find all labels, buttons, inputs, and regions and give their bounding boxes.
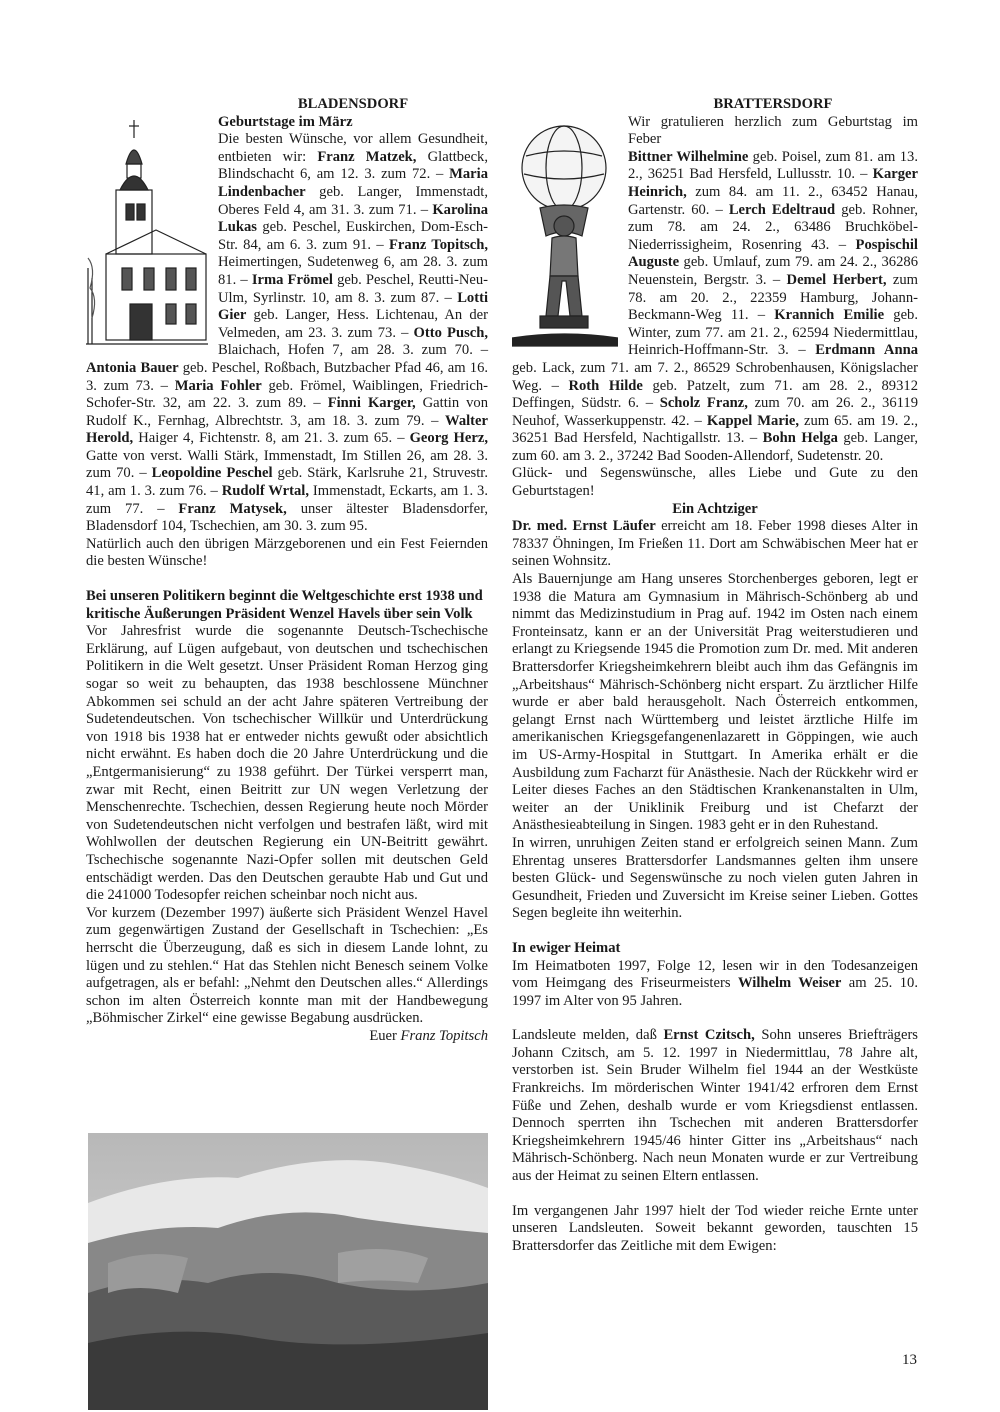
birthday-detail: Glattbeck, Blindschacht 6, am 12. 3. zum 72. –	[218, 148, 488, 183]
birthday-detail: geb. Umlauf, zum 79. am 24. 2., 36286 Neuenstein, Bergstr. 3. –	[628, 254, 918, 288]
page-number: 13	[902, 1352, 917, 1368]
birthday-intro: Die besten Wünsche, vor allem Gesundheit, entbieten wir:	[218, 131, 488, 165]
birthday-name: Karolina Lukas	[218, 201, 488, 236]
birthday-name: Bittner Wilhelmine	[628, 148, 749, 165]
signature-prefix: Euer	[369, 1027, 401, 1044]
achtziger-paragraph: In wirren, unruhigen Zeiten stand er erfolgreich seinen Mann. Zum Ehrentag unseres Brattersdorfer Landsmannes gelten ihm unsere besten Glück- und Segenswünsche zu noch vielen guten Jahren in Gesundheit, Frieden und Zuversicht im Kreise seiner Lieben. Gottes Segen begleite ihn weiterhin.	[512, 834, 918, 922]
birthday-detail: geb. Langer, Hess. Lichtenau, An der Velmeden, am 23. 3. zum 73. –	[218, 307, 488, 341]
birthday-detail: geb. Peschel, Reutti-Neu-Ulm, Syrlinstr. 10, am 8. 3. zum 87. –	[218, 271, 488, 306]
birthday-name: Maria Lindenbacher	[218, 166, 488, 200]
birthday-detail: zum 84. am 11. 2., 63452 Hanau, Gartenstr. 60. –	[628, 183, 918, 218]
heimat-text: Landsleute melden, daß	[512, 1027, 664, 1044]
brattersdorf-heading: BRATTERSDORF	[713, 96, 833, 112]
birthday-detail: geb. Rohner, zum 78. am 24. 2., 63486 Bruchköbel-Niederrissigheim, Rosenring 43. –	[628, 201, 918, 253]
birthday-detail: Gatte von verst. Walli Stärk, Immenstadt, Im Stillen 26, am 28. 3. zum 70. –	[86, 447, 488, 482]
birthday-detail: geb. Frömel, Waiblingen, Friedrich-Schofer-Str. 32, am 22. 3. zum 89. –	[86, 377, 488, 412]
birthday-detail: zum 65. am 19. 2., 36251 Bad Hersfeld, Nachtigallstr. 13. –	[512, 412, 918, 447]
birthday-detail: geb. Winter, zum 77. am 21. 2., 62594 Niedermittlau, Heinrich-Hoffmann-Str. 3. –	[628, 307, 918, 359]
birthday-name: Scholz Franz,	[659, 395, 748, 412]
article-paragraph: Vor Jahresfrist wurde die sogenannte Deutsch-Tschechische Erklärung, auf Lügen aufgebaut, von deutschen und tschechischen Politikern in die Welt gesetzt. Unser Präsident Roman Herzog ging sogar so weit zu behaupten, das 1938 beschlossene Münchner Abkommen sei schuld an der acht Jahre späteren Vertreibung der Sudetendeutschen. Von tschechischer Willkür und Unterdrückung von 1918 bis 1938 hat er entweder nichts gewußt oder absichtlich nicht erwähnt. Es haben doch die 20 Jahre Unterdrückung und die „Entgermanisierung“ zu 1938 geführt. Der Türkei versperrt man, zwar mit Recht, einen Beitritt zur UN wegen Verletzung der Menschenrechte. Tschechien, dessen Regierung heute noch Mörder von Sudetendeutschen nicht verfolgen und bestrafen läßt, wird mit Wohlwollen der deutschen Regierung ein UN-Beitritt gewährt. Tschechische sogenannte Nazi-Opfer sollen mit deutschen Geld entschädigt werden. Das den Deutschen geraubte Hab und Gut und die 241000 Todesopfer reichen scheinbar noch nicht aus.	[86, 623, 488, 904]
birthday-name: Lerch Edeltraud	[728, 201, 836, 218]
birthday-detail: geb. Poisel, zum 81. am 13. 2., 36251 Bad Hersfeld, Lullusstr. 10. –	[628, 148, 918, 183]
birthday-closing: Natürlich auch den übrigen Märzgeborenen und ein Fest Feiernden die besten Wünsche!	[86, 535, 488, 570]
article-signature	[369, 1028, 488, 1046]
birthday-name: Karger Heinrich,	[628, 166, 918, 200]
birthday-name: Irma Frömel	[251, 271, 333, 288]
birthday-name: Leopoldine Peschel	[151, 465, 273, 482]
birthday-name: Maria Fohler	[174, 377, 262, 394]
birthday-name: Franz Matzek,	[317, 148, 417, 165]
achtziger-name: Dr. med. Ernst Läufer	[512, 518, 656, 535]
achtziger-lead	[512, 518, 918, 571]
birthday-detail: zum 78. am 20. 2., 22359 Hamburg, Johann-Beckmann-Weg 11. –	[628, 271, 918, 324]
achtziger-heading: Ein Achtziger	[672, 500, 758, 517]
atlas-statue-illustration	[512, 116, 618, 348]
birthday-name: Finni Karger,	[327, 395, 416, 412]
heimat-text: Sohn unseres Briefträgers Johann Czitsch, am 5. 12. 1997 in Niedermittlau, 78 Jahre alt, verstorben ist. Sein Bruder Wilhelm fiel 1944 an der Westküste Frankreichs. Im mörderischen Winter 1941/42 erfroren dem Ernst Füße und Zehen, deshalb wurde er vom Kriegsdienst entlassen. Dennoch sperrten ihn Tschechen mit anderen Brattersdorfer Kriegsheimkehrern 1945/46 hinter Gitter ins „Arbeitshaus“ nach Mährisch-Schönberg. Nach neun Monaten wurde er zur Vertreibung aus der Heimat zu seinen Eltern entlassen.	[512, 1027, 918, 1185]
birthday-detail: geb. Peschel, Euskirchen, Dom-Esch-Str. 84, am 6. 3. zum 91. –	[218, 219, 488, 253]
birthday-name: Erdmann Anna	[815, 342, 918, 359]
birthday-detail: unser ältester Bladensdorfer, Bladensdorf 104, Tschechien, am 30. 3. zum 95.	[86, 500, 488, 535]
birthday-detail: geb. Stärk, Karlsruhe 21, Struvestr. 41, am 1. 3. zum 76. –	[86, 465, 488, 500]
birthday-name: Kappel Marie,	[706, 412, 799, 429]
heimat-paragraph	[512, 958, 918, 1011]
heimat-heading: In ewiger Heimat	[512, 939, 621, 956]
birthday-name: Demel Herbert,	[786, 271, 887, 288]
birthday-name: Pospischil Auguste	[628, 236, 918, 271]
heimat-paragraph: Im vergangenen Jahr 1997 hielt der Tod wieder reiche Ernte unter unseren Landsleuten. Soweit bekannt geworden, tauschten 15 Brattersdorfer das Zeitliche mit dem Ewigen:	[512, 1202, 918, 1254]
birthday-closing: Glück- und Segenswünsche, alles Liebe und Gute zu den Geburtstagen!	[512, 465, 918, 500]
birthday-detail: geb. Lack, zum 71. am 7. 2., 86529 Schrobenhausen, Königslacher Weg. –	[512, 359, 918, 394]
birthday-name: Franz Topitsch,	[389, 236, 488, 253]
birthday-name: Roth Hilde	[568, 377, 643, 394]
bladensdorf-heading: BLADENSDORF	[297, 96, 409, 112]
birthday-detail: Heimertingen, Sudetenweg 6, am 28. 3. zum 81. –	[218, 254, 488, 288]
deceased-name: Ernst Czitsch,	[663, 1027, 755, 1044]
birthday-name: Otto Pusch,	[413, 324, 488, 341]
birthday-detail: Blaichach, Hofen 7, am 28. 3. zum 70. –	[218, 342, 488, 359]
birthday-name: Franz Matysek,	[178, 500, 287, 517]
heimat-text: Im Heimatboten 1997, Folge 12, lesen wir in den Todesanzeigen vom Heimgang des Friseurmeisters	[512, 957, 918, 992]
birthday-name: Rudolf Wrtal,	[221, 483, 309, 500]
birthday-detail: geb. Patzelt, zum 71. am 28. 2., 89312 Deffingen, Südstr. 6. –	[512, 377, 918, 412]
birthday-detail: geb. Peschel, Roßbach, Butzbacher Pfad 46, am 16. 3. zum 73. –	[86, 359, 489, 394]
birthday-name: Krannich Emilie	[774, 307, 885, 324]
church-illustration	[86, 118, 208, 350]
birthday-detail: zum 70. am 26. 2., 36119 Neuhof, Wasserkuppenstr. 42. –	[512, 395, 918, 429]
achtziger-lead-text: erreicht am 18. Feber 1998 dieses Alter in 78337 Öhningen, Im Frießen 11. Dort am Schwäbischen Meer hat er seinen Wohnsitz.	[512, 518, 918, 570]
landscape-photo	[88, 1133, 488, 1410]
article-heading: Bei unseren Politikern beginnt die Weltgeschichte erst 1938 und kritische Äußerungen Präsident Wenzel Havels über sein Volk	[86, 588, 483, 622]
left-column	[86, 96, 488, 1045]
birthday-name: Bohn Helga	[762, 430, 838, 447]
birthday-detail: geb. Langer, Immenstadt, Oberes Feld 4, am 31. 3. zum 71. –	[218, 183, 488, 218]
birthday-detail: Haiger 4, Fichtenstr. 8, am 21. 3. zum 65. –	[133, 430, 410, 447]
birthday-intro: Wir gratulieren herzlich zum Geburtstag im Feber	[628, 113, 918, 148]
birthday-name: Lotti Gier	[218, 289, 488, 324]
birthday-detail: geb. Langer, zum 60. am 3. 2., 37242 Bad Sooden-Allendorf, Sudetenstr. 20.	[512, 430, 918, 464]
heimat-paragraph	[512, 1027, 918, 1185]
right-column	[512, 96, 918, 1255]
birthday-detail: Immenstadt, Eckarts, am 1. 3. zum 77. –	[86, 483, 489, 517]
birthday-name: Georg Herz,	[409, 430, 488, 447]
achtziger-paragraph: Als Bauernjunge am Hang unseres Storchenberges geboren, legt er 1938 die Matura am Gymnasium in Mährisch-Schönberg ab und nimmt das Medizinstudium in Prag auf. 1942 im Osten nach einem Fronteinsatz, kann er an der Universität Prag weiterstudieren und erlangt zu Kriegsende 1945 die Promotion zum Dr. med. Mit anderen Brattersdorfer Kriegsheimkehrern bleibt auch ihm das Gefängnis im „Arbeitshaus“ Mährisch-Schönberg nicht erspart. Zu ärztlicher Hilfe wurde er aber bald herausgeholt. Nach Österreich entkommen, gelangt Ernst nach Württemberg und leistet ärztliche Hilfe im amerikanischen Kriegsgefangenenlazarett in Göppingen, wie auch im US-Army-Hospital in Stuttgart. In Amerika erhält er die Ausbildung zum Facharzt für Anästhesie. Nach der Rückkehr wird er Leiter dieses Faches an den Städtischen Krankenanstalten in Ulm, weiter an der Uniklinik Freiburg und ist Chefarzt der Anästhesieabteilung in Singen. 1983 geht er in den Ruhestand.	[512, 571, 918, 834]
birthday-name: Walter Herold,	[86, 412, 488, 447]
birthday-detail: Gattin von Rudolf K., Fernhag, Albrechtstr. 3, am 18. 3. zum 79. –	[86, 395, 488, 429]
deceased-name: Wilhelm Weiser	[737, 975, 842, 992]
birthday-name: Antonia Bauer	[86, 359, 179, 376]
signature-name: Franz Topitsch	[400, 1027, 488, 1044]
article-paragraph-text: Vor kurzem (Dezember 1997) äußerte sich Präsident Wenzel Havel zum gegenwärtigen Zustand der Gesellschaft in Tschechien: „Es herrscht die Überzeugung, daß es sich in diesem Lande lohnt, zu lügen und zu stehlen.“ Hat das Stehlen nicht Benesch seinem Volke aufgetragen, als er befahl: „Nehmt den Deutschen alles.“ Allerdings schon im alten Österreich konnte man mit der Handbewegung „Böhmischer Zirkel“ eine gewisse Begabung ausdrücken.	[86, 904, 488, 1027]
birthday-subheading: Geburtstage im März	[218, 113, 353, 130]
article-paragraph	[86, 904, 488, 1044]
heimat-text: am 25. 10. 1997 im Alter von 95 Jahren.	[512, 975, 918, 1009]
